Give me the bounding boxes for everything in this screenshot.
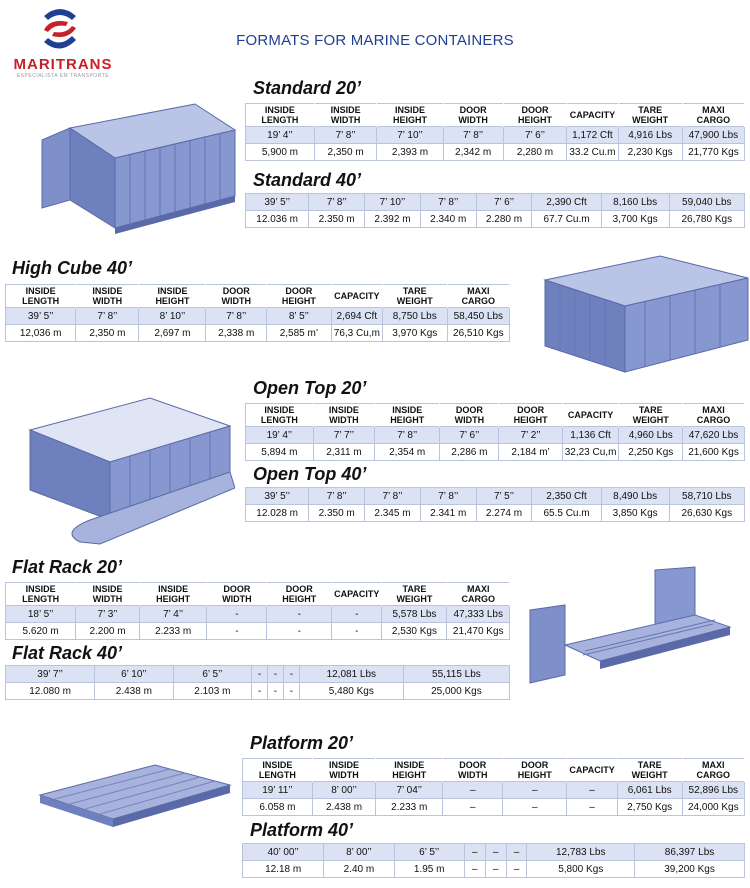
table-cell: 8’ 5’’ (267, 308, 332, 325)
table-cell: 19’ 4’’ (246, 427, 314, 444)
table-cell: 19’ 11’’ (243, 782, 313, 799)
section-title-platform-40: Platform 40’ (250, 820, 354, 840)
table-cell: 7’ 5’’ (476, 488, 532, 505)
table-cell: 19’ 4’’ (246, 127, 315, 144)
table-cell: 7’ 6’’ (476, 194, 532, 211)
table-cell: 12,036 m (6, 325, 76, 342)
table-cell: 7’ 8’’ (309, 194, 365, 211)
table-cell: 2,350 m (314, 144, 377, 161)
table-cell: 2,311 m (313, 444, 374, 461)
table-cell: 2.340 m (420, 211, 476, 228)
table-row (246, 127, 745, 144)
table-cell: 26,630 Kgs (669, 505, 744, 522)
table-cell: 12,783 Lbs (527, 844, 635, 861)
table-row (243, 844, 745, 861)
table-cell: 2,390 Cft (532, 194, 601, 211)
table-row (6, 606, 510, 623)
spec-table-open-top-20 (245, 403, 745, 461)
table-cell: 2,250 Kgs (619, 444, 683, 461)
column-header: INSIDE LENGTH (246, 104, 315, 127)
platform-illustration (35, 755, 235, 850)
table-cell: 5.620 m (6, 623, 76, 640)
column-header: INSIDE HEIGHT (376, 759, 443, 782)
table-cell: 2.392 m (365, 211, 421, 228)
table-cell: 39’ 5’’ (246, 488, 309, 505)
table-cell: 58,450 Lbs (447, 308, 509, 325)
table-cell: 7’ 10’’ (365, 194, 421, 211)
table-cell: - (207, 623, 267, 640)
section-title-high-cube-40: High Cube 40’ (12, 258, 133, 278)
column-header: INSIDE HEIGHT (139, 583, 207, 606)
column-header: MAXI CARGO (683, 404, 745, 427)
table-cell: 47,333 Lbs (447, 606, 510, 623)
page-title: FORMATS FOR MARINE CONTAINERS (236, 32, 514, 49)
column-header: TARE WEIGHT (382, 285, 447, 308)
table-row (246, 194, 745, 211)
table-cell: – (503, 799, 567, 816)
column-header: INSIDE WIDTH (313, 404, 374, 427)
table-cell: – (567, 782, 617, 799)
table-cell: – (485, 861, 506, 878)
table-cell: 2.341 m (420, 505, 476, 522)
table-cell: 39’ 5’’ (6, 308, 76, 325)
table-cell: 7’ 4’’ (139, 606, 207, 623)
table-header-row (243, 759, 745, 782)
table-cell: 65.5 Cu.m (532, 505, 601, 522)
table-cell: 24,000 Kgs (682, 799, 744, 816)
table-cell: 12.18 m (243, 861, 324, 878)
table-cell: 2.274 m (476, 505, 532, 522)
table-cell: 7’ 8’’ (309, 488, 365, 505)
table-cell: 7’ 8’’ (375, 427, 440, 444)
open-top-container-illustration (20, 392, 235, 552)
table-cell: 7’ 8’’ (420, 488, 476, 505)
table-cell: 7’ 8’’ (365, 488, 421, 505)
column-header: DOOR HEIGHT (267, 583, 332, 606)
table-cell: 21,600 Kgs (683, 444, 745, 461)
table-cell: 7’ 04’’ (376, 782, 443, 799)
table-cell: 12.080 m (6, 683, 95, 700)
table-cell: 4,916 Lbs (618, 127, 682, 144)
table-cell: 32,23 Cu,m (562, 444, 619, 461)
column-header: CAPACITY (567, 104, 618, 127)
section-title-open-top-40: Open Top 40’ (253, 464, 367, 484)
table-cell: 40’ 00’’ (243, 844, 324, 861)
table-cell: - (207, 606, 267, 623)
table-cell: 25,000 Kgs (403, 683, 509, 700)
table-header-row (246, 104, 745, 127)
table-cell: 86,397 Lbs (635, 844, 745, 861)
table-cell: 39’ 7’’ (6, 666, 95, 683)
table-cell: 8’ 10’’ (139, 308, 206, 325)
table-cell: - (332, 606, 382, 623)
table-cell: - (332, 623, 382, 640)
table-cell: 26,510 Kgs (447, 325, 509, 342)
spec-table-standard-40 (245, 193, 745, 228)
table-cell: 2,354 m (375, 444, 440, 461)
table-cell: 52,896 Lbs (682, 782, 744, 799)
table-cell: 5,800 Kgs (527, 861, 635, 878)
spec-table-open-top-40 (245, 487, 745, 522)
high-cube-container-illustration (520, 250, 750, 380)
column-header: INSIDE LENGTH (6, 285, 76, 308)
table-cell: 12,081 Lbs (299, 666, 403, 683)
table-row (243, 861, 745, 878)
table-cell: 2.233 m (139, 623, 207, 640)
spec-table-platform-40 (242, 843, 745, 878)
table-cell: 2.350 m (309, 505, 365, 522)
table-cell: - (268, 666, 284, 683)
table-cell: 18’ 5’’ (6, 606, 76, 623)
table-cell: 2,342 m (443, 144, 503, 161)
table-cell: 67.7 Cu.m (532, 211, 601, 228)
table-cell: 7’ 2’’ (499, 427, 562, 444)
table-cell: 21,470 Kgs (447, 623, 510, 640)
table-cell: 7’ 10’’ (377, 127, 443, 144)
column-header: CAPACITY (332, 583, 382, 606)
table-cell: 2,286 m (440, 444, 499, 461)
table-cell: 7’ 6’’ (440, 427, 499, 444)
table-cell: 4,960 Lbs (619, 427, 683, 444)
table-cell: 33.2 Cu.m (567, 144, 618, 161)
table-cell: 7’ 6’’ (503, 127, 567, 144)
table-cell: 76,3 Cu,m (331, 325, 382, 342)
table-row (6, 683, 510, 700)
table-cell: 39,200 Kgs (635, 861, 745, 878)
column-header: MAXI CARGO (682, 759, 744, 782)
table-row (6, 308, 510, 325)
table-cell: 2.40 m (324, 861, 394, 878)
column-header: CAPACITY (562, 404, 619, 427)
section-title-flat-rack-20: Flat Rack 20’ (12, 557, 123, 577)
table-header-row (6, 285, 510, 308)
column-header: INSIDE WIDTH (314, 104, 377, 127)
table-row (246, 488, 745, 505)
section-title-flat-rack-40: Flat Rack 40’ (12, 643, 123, 663)
table-cell: - (283, 666, 299, 683)
column-header: INSIDE HEIGHT (139, 285, 206, 308)
table-cell: 6’ 5’’ (394, 844, 464, 861)
table-cell: – (443, 782, 503, 799)
table-cell: - (252, 666, 268, 683)
column-header: MAXI CARGO (447, 583, 510, 606)
column-header: DOOR HEIGHT (503, 104, 567, 127)
column-header: DOOR WIDTH (443, 759, 503, 782)
table-cell: 6,061 Lbs (617, 782, 682, 799)
column-header: DOOR WIDTH (206, 285, 267, 308)
table-cell: 2.438 m (312, 799, 375, 816)
table-row (246, 211, 745, 228)
column-header: INSIDE WIDTH (76, 285, 139, 308)
table-cell: - (283, 683, 299, 700)
column-header: DOOR HEIGHT (499, 404, 562, 427)
table-cell: 1.95 m (394, 861, 464, 878)
column-header: INSIDE HEIGHT (375, 404, 440, 427)
section-title-standard-20: Standard 20’ (253, 78, 362, 98)
table-cell: 2.280 m (476, 211, 532, 228)
table-cell: - (267, 606, 332, 623)
table-cell: 8,490 Lbs (601, 488, 669, 505)
column-header: MAXI CARGO (682, 104, 744, 127)
table-cell: 2,393 m (377, 144, 443, 161)
table-row (246, 505, 745, 522)
table-cell: 8’ 00’’ (312, 782, 375, 799)
table-cell: - (268, 683, 284, 700)
table-cell: 2,697 m (139, 325, 206, 342)
table-cell: - (252, 683, 268, 700)
flat-rack-illustration (525, 565, 735, 690)
table-row (6, 325, 510, 342)
table-cell: – (567, 799, 617, 816)
table-cell: 2,280 m (503, 144, 567, 161)
column-header: TARE WEIGHT (617, 759, 682, 782)
table-cell: – (503, 782, 567, 799)
table-cell: 6’ 10’’ (95, 666, 174, 683)
table-cell: 59,040 Lbs (669, 194, 744, 211)
column-header: INSIDE HEIGHT (377, 104, 443, 127)
column-header: INSIDE WIDTH (76, 583, 140, 606)
table-cell: 1,136 Cft (562, 427, 619, 444)
table-cell: 2,750 Kgs (617, 799, 682, 816)
column-header: MAXI CARGO (447, 285, 509, 308)
table-cell: 8’ 00’’ (324, 844, 394, 861)
spec-table-flat-rack-40 (5, 665, 510, 700)
table-cell: 12.036 m (246, 211, 309, 228)
table-cell: 3,850 Kgs (601, 505, 669, 522)
table-cell: 12.028 m (246, 505, 309, 522)
table-cell: – (464, 861, 485, 878)
table-cell: 7’ 8’’ (443, 127, 503, 144)
table-cell: 47,900 Lbs (682, 127, 744, 144)
column-header: INSIDE LENGTH (243, 759, 313, 782)
table-cell: 2,350 m (76, 325, 139, 342)
column-header: DOOR HEIGHT (267, 285, 332, 308)
table-cell: 2,694 Cft (331, 308, 382, 325)
table-cell: 39’ 5’’ (246, 194, 309, 211)
table-cell: 1,172 Cft (567, 127, 618, 144)
table-cell: 5,480 Kgs (299, 683, 403, 700)
table-cell: 2,184 m’ (499, 444, 562, 461)
table-cell: 7’ 8’’ (314, 127, 377, 144)
column-header: INSIDE LENGTH (6, 583, 76, 606)
column-header: INSIDE WIDTH (312, 759, 375, 782)
section-title-platform-20: Platform 20’ (250, 733, 354, 753)
table-cell: 2.438 m (95, 683, 174, 700)
spec-table-flat-rack-20 (5, 582, 510, 640)
logo-tagline: ESPECIALISTA EM TRANSPORTE (16, 73, 110, 79)
table-cell: 2.345 m (365, 505, 421, 522)
column-header: DOOR WIDTH (440, 404, 499, 427)
column-header: DOOR WIDTH (443, 104, 503, 127)
table-cell: – (443, 799, 503, 816)
table-row (6, 623, 510, 640)
column-header: CAPACITY (331, 285, 382, 308)
table-cell: – (506, 861, 527, 878)
table-cell: 5,578 Lbs (382, 606, 447, 623)
spec-table-standard-20 (245, 103, 745, 161)
column-header: TARE WEIGHT (382, 583, 447, 606)
column-header: DOOR WIDTH (207, 583, 267, 606)
table-header-row (246, 404, 745, 427)
table-cell: 47,620 Lbs (683, 427, 745, 444)
table-cell: 21,770 Kgs (682, 144, 744, 161)
table-cell: 7’ 3’’ (76, 606, 140, 623)
column-header: CAPACITY (567, 759, 617, 782)
table-row (6, 666, 510, 683)
table-cell: 7’ 7’’ (313, 427, 374, 444)
table-cell: 5,894 m (246, 444, 314, 461)
table-cell: 2,230 Kgs (618, 144, 682, 161)
table-row (246, 444, 745, 461)
table-cell: 6.058 m (243, 799, 313, 816)
table-cell: 58,710 Lbs (669, 488, 744, 505)
table-header-row (6, 583, 510, 606)
table-cell: 2.350 m (309, 211, 365, 228)
table-cell: 55,115 Lbs (403, 666, 509, 683)
table-row (246, 427, 745, 444)
table-cell: 3,970 Kgs (382, 325, 447, 342)
column-header: INSIDE LENGTH (246, 404, 314, 427)
table-cell: 2,530 Kgs (382, 623, 447, 640)
section-title-standard-40: Standard 40’ (253, 170, 362, 190)
table-cell: 2,350 Cft (532, 488, 601, 505)
table-cell: 3,700 Kgs (601, 211, 669, 228)
table-cell: 5,900 m (246, 144, 315, 161)
table-cell: 2,338 m (206, 325, 267, 342)
table-cell: 2.103 m (173, 683, 252, 700)
table-row (246, 144, 745, 161)
table-cell: 2.233 m (376, 799, 443, 816)
table-cell: 8,750 Lbs (382, 308, 447, 325)
column-header: TARE WEIGHT (619, 404, 683, 427)
table-row (243, 799, 745, 816)
spec-table-platform-20 (242, 758, 745, 816)
section-title-open-top-20: Open Top 20’ (253, 378, 367, 398)
table-cell: – (485, 844, 506, 861)
table-cell: - (267, 623, 332, 640)
spec-table-high-cube-40 (5, 284, 510, 342)
table-cell: 26,780 Kgs (669, 211, 744, 228)
table-cell: 7’ 8’’ (76, 308, 139, 325)
table-cell: – (464, 844, 485, 861)
standard-container-illustration (20, 100, 240, 242)
column-header: DOOR HEIGHT (503, 759, 567, 782)
column-header: TARE WEIGHT (618, 104, 682, 127)
table-cell: 2,585 m’ (267, 325, 332, 342)
logo-brand-text: MARITRANS (13, 56, 113, 73)
table-cell: 7’ 8’’ (206, 308, 267, 325)
table-cell: 6’ 5’’ (173, 666, 252, 683)
table-row (243, 782, 745, 799)
table-cell: 7’ 8’’ (420, 194, 476, 211)
table-cell: – (506, 844, 527, 861)
table-cell: 2.200 m (76, 623, 140, 640)
table-cell: 8,160 Lbs (601, 194, 669, 211)
